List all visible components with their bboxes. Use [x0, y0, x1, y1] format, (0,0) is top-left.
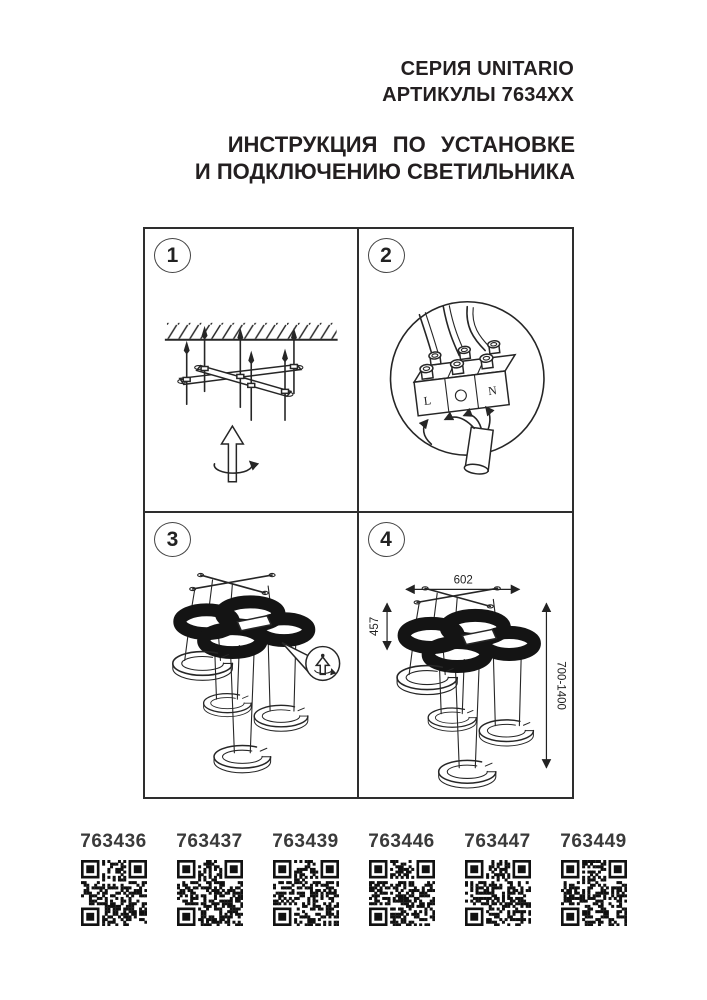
- document-header: [382, 56, 574, 108]
- step-4-panel: [359, 513, 573, 797]
- step-1-panel: [145, 229, 359, 513]
- article-number: 763437: [176, 831, 243, 852]
- steps-grid: [143, 227, 574, 799]
- article-column: [354, 831, 450, 926]
- rotate-up-arrow-icon: [214, 426, 252, 482]
- qr-code: [561, 860, 627, 926]
- articles-range: АРТИКУЛЫ 7634XX: [382, 84, 574, 106]
- terminal-label-live: L: [422, 393, 432, 408]
- step-2-panel: [359, 229, 573, 513]
- title-line-1: ИНСТРУКЦИЯ ПО УСТАНОВКЕ: [227, 132, 575, 157]
- article-number: 763446: [368, 831, 435, 852]
- series-name: СЕРИЯ UNITARIO: [400, 58, 574, 80]
- qr-code: [177, 860, 243, 926]
- article-column: [162, 831, 258, 926]
- article-column: [258, 831, 354, 926]
- article-number: 763439: [272, 831, 339, 852]
- dimension-canopy-height-value: 457: [368, 616, 381, 637]
- qr-code: [273, 860, 339, 926]
- dimension-width-value: 602: [453, 574, 473, 587]
- step-3-panel: [145, 513, 359, 797]
- article-column: [450, 831, 546, 926]
- dimension-canopy-height: [369, 603, 387, 649]
- article-column: [66, 831, 162, 926]
- fixture-cable: [423, 407, 493, 475]
- qr-code: [465, 860, 531, 926]
- articles-row: [0, 831, 707, 926]
- terminal-block: [410, 338, 521, 415]
- detail-callout: [282, 643, 340, 681]
- step-4-number: 4: [368, 522, 405, 557]
- dimension-suspension-range: [546, 603, 566, 767]
- article-number: 763447: [464, 831, 531, 852]
- article-number: 763436: [80, 831, 147, 852]
- qr-code: [369, 860, 435, 926]
- step-3-number: 3: [154, 522, 191, 557]
- step-2-number: 2: [368, 238, 405, 273]
- step-1-number: 1: [154, 238, 191, 273]
- qr-code: [81, 860, 147, 926]
- title-line-2: И ПОДКЛЮЧЕНИЮ СВЕТИЛЬНИКА: [194, 159, 575, 184]
- article-number: 763449: [560, 831, 627, 852]
- dimension-suspension-range-value: 700-1400: [553, 661, 566, 710]
- terminal-label-neutral: N: [486, 383, 498, 399]
- document-title: [195, 131, 575, 185]
- article-column: [546, 831, 642, 926]
